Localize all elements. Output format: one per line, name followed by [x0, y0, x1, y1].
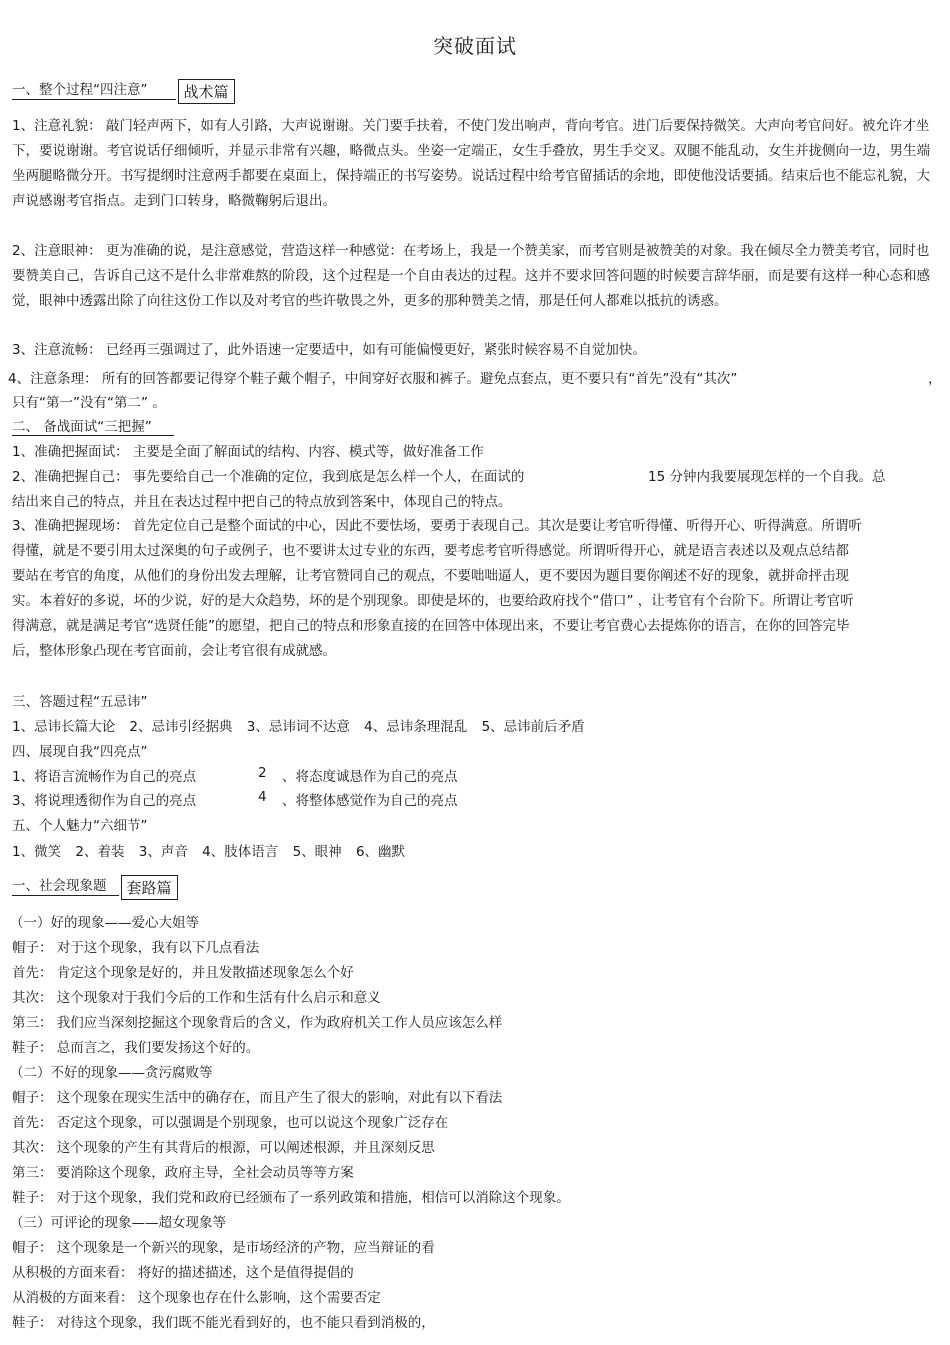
sec3-item: 3、忌讳词不达意 [246, 719, 350, 735]
sec4-item-2: 、将态度诚恳作为自己的亮点 [282, 769, 458, 785]
sec3-item: 5、忌讳前后矛盾 [481, 719, 585, 735]
document-title: 突破面试 [433, 34, 517, 58]
section-1-title: 一、整个过程“四注意” [12, 82, 176, 100]
sec3-item: 2、忌讳引经据典 [129, 719, 233, 735]
sec3-item: 1、忌讳长篇大论 [12, 719, 116, 735]
sec4-item-4: 、将整体感觉作为自己的亮点 [282, 793, 458, 809]
part2-line: 帽子： 这个现象在现实生活中的确存在，而且产生了很大的影响，对此有以下看法 [12, 1090, 503, 1106]
section-5-title: 五、个人魅力“六细节” [12, 818, 148, 834]
part2-line: 首先： 否定这个现象，可以强调是个别现象，也可以说这个现象广泛存在 [12, 1115, 449, 1131]
sec2-item-2-line2: 结出来自己的特点，并且在表达过程中把自己的特点放到答案中，体现自己的特点。 [12, 494, 512, 510]
part2-line: 鞋子： 总而言之，我们要发扬这个好的。 [12, 1040, 260, 1056]
part2-line: 帽子： 对于这个现象，我有以下几点看法 [12, 940, 260, 956]
sec5-item: 3、声音 [138, 844, 188, 860]
sec2-item-1: 1、准确把握面试： 主要是全面了解面试的结构、内容、模式等，做好准备工作 [12, 444, 484, 460]
sec5-item: 5、眼神 [292, 844, 342, 860]
part2-line: 鞋子： 对于这个现象，我们党和政府已经颁布了一系列政策和措施，相信可以消除这个现象。 [12, 1190, 570, 1206]
part2-line: （二）不好的现象——贪污腐败等 [10, 1065, 213, 1081]
sec4-item-2-number: 2 [258, 765, 267, 781]
sec3-list [12, 715, 585, 735]
part2-line: 从消极的方面来看： 这个现象也存在什么影响，这个需要否定 [12, 1290, 381, 1306]
tactics-tag: 战术篇 [178, 79, 235, 104]
sec4-item-3: 3、将说理透彻作为自己的亮点 [12, 793, 197, 809]
sec1-item-4-comma: ， [928, 371, 942, 387]
section-4-title: 四、展现自我“四亮点” [12, 744, 148, 760]
part2-line: 第三： 我们应当深刻挖掘这个现象背后的含义，作为政府机关工作人员应该怎么样 [12, 1015, 503, 1031]
sec2-item-3: 3、准确把握现场： 首先定位自己是整个面试的中心，因此不要怯场，要勇于表现自己。其次是要让考官听得懂、听得开心、听得满意。所谓听得懂，就是不要引用太过深奥的句子或例子，也不要讲太过专业的东西，要考虑考官听得感觉。所谓听得开心，就是语言表述以及观点总结都要站在考官的角度，从他们的身份出发去理解，让考官赞同自己的观点，不要咄咄逼人，更不要因为题目要你阐述不好的现象，就拼命抨击现实。本着好的多说，坏的少说，好的是大众趋势，坏的是个别现象。即使是坏的，也要给政府找个“借口” ，让考官有个台阶下。所谓让考官听得满意，就是满足考官“选贤任能”的愿望，把自己的特点和形象直接的在回答中体现出来，不要让考官费心去提炼你的语言，在你的回答完毕后，整体形象凸现在考官面前，会让考官很有成就感。 [12, 518, 862, 659]
section-1-heading [12, 78, 235, 104]
part2-line: 帽子： 这个现象是一个新兴的现象，是市场经济的产物，应当辩证的看 [12, 1240, 435, 1256]
sec2-item-2: 2、准确把握自己： 事先要给自己一个准确的定位，我到底是怎么样一个人，在面试的 [12, 469, 525, 485]
sec1-item-4-cont: 只有“第一”没有“第二” 。 [12, 395, 166, 411]
sec5-list [12, 840, 405, 860]
part2-line: 从积极的方面来看： 将好的描述描述，这个是值得提倡的 [12, 1265, 354, 1281]
sec3-item: 4、忌讳条理混乱 [364, 719, 468, 735]
sec1-item-3: 3、注意流畅： 已经再三强调过了，此外语速一定要适中，如有可能偏慢更好，紧张时候容易不自觉加快。 [12, 342, 646, 358]
sec1-item-2: 2、注意眼神： 更为准确的说，是注意感觉，营造这样一种感觉：在考场上，我是一个赞美家，而考官则是被赞美的对象。我在倾尽全力赞美考官，同时也要赞美自己，告诉自己这不是什么非常难熬的阶段，这个过程是一个自由表达的过程。这并不要求回答问题的时候要言辞华丽，而是要有这样一种心态和感觉，眼神中透露出除了向往这份工作以及对考官的些许敬畏之外，更多的那种赞美之情，那是任何人都难以抵抗的诱惑。 [12, 243, 930, 309]
sec4-item-1: 1、将语言流畅作为自己的亮点 [12, 769, 197, 785]
sec5-item: 4、肢体语言 [202, 844, 279, 860]
routine-tag: 套路篇 [121, 875, 178, 900]
part2-line: 其次： 这个现象对于我们今后的工作和生活有什么启示和意义 [12, 990, 381, 1006]
part2-line: 第三： 要消除这个现象，政府主导，全社会动员等等方案 [12, 1165, 354, 1181]
part2-line: 首先： 肯定这个现象是好的，并且发散描述现象怎么个好 [12, 965, 354, 981]
sec1-item-1: 1、注意礼貌： 敲门轻声两下，如有人引路，大声说谢谢。关门要手扶着，不使门发出响声，背向考官。进门后要保持微笑。大声向考官问好。被允许才坐下，要说谢谢。考官说话仔细倾听，并显示非常有兴趣，略微点头。坐姿一定端正，女生手叠放，男生手交叉。双腿不能乱动，女生并拢侧向一边，男生端坐两腿略微分开。书写提纲时注意两手都要在桌面上，保持端正的书写姿势。说话过程中给考官留插话的余地，即使他没话要插。结束后也不能忘礼貌，大声说感谢考官指点。走到门口转身，略微鞠躬后退出。 [12, 118, 930, 209]
sec4-item-4-number: 4 [258, 789, 267, 805]
sec5-item: 2、着装 [75, 844, 125, 860]
part-2-heading [12, 874, 178, 900]
sec5-item: 1、微笑 [12, 844, 62, 860]
part2-line: （三）可评论的现象——超女现象等 [10, 1215, 226, 1231]
part-2-title: 一、社会现象题 [12, 878, 119, 896]
part2-line: 鞋子： 对待这个现象，我们既不能光看到好的，也不能只看到消极的， [12, 1315, 435, 1331]
section-2-title: 二、 备战面试“三把握” [12, 419, 174, 436]
section-2-heading [12, 415, 174, 435]
part2-line: 其次： 这个现象的产生有其背后的根源，可以阐述根源，并且深刻反思 [12, 1140, 435, 1156]
part2-line: （一）好的现象——爱心大姐等 [10, 915, 199, 931]
sec5-item: 6、幽默 [355, 844, 406, 860]
section-3-title: 三、答题过程“五忌讳” [12, 694, 148, 710]
sec1-item-4: 4、注意条理： 所有的回答都要记得穿个鞋子戴个帽子，中间穿好衣服和裤子。避免点套点，更不要只有“首先”没有“其次” [8, 371, 738, 387]
sec2-item-2-cont: 15 分钟内我要展现怎样的一个自我。总 [648, 469, 886, 485]
